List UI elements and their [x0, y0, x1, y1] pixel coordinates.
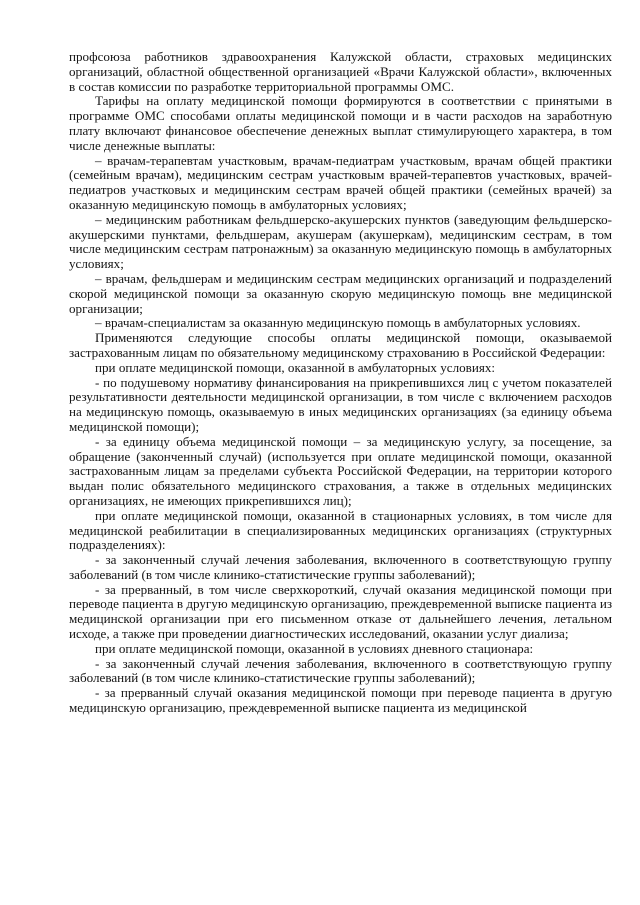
list-item-per-capita: - по подушевому нормативу финансирования на прикрепившихся лиц с учетом показателей результативности деятельности медицинской организации, в том числе с включением расходов на медицинскую помощь, оказываемую в иных медицинских организациях (за единицу объема медицинской помощи); — [69, 374, 612, 434]
list-item-feldsher-points: – медицинским работникам фельдшерско-акушерских пунктов (заведующим фельдшерско-акушерскими пунктами, фельдшерам, акушерам (акушеркам), медицинским сестрам, в том числе медицинским сестрам патронажным) за оказанную медицинскую помощь в амбулаторных условиях; — [69, 211, 612, 272]
paragraph-outpatient-heading: при оплате медицинской помощи, оказанной в амбулаторных условиях: — [95, 359, 496, 375]
list-item-per-unit: - за единицу объема медицинской помощи – за медицинскую услугу, за посещение, за обращение (законченный случай) (используется при оплате медицинской помощи, оказанной застрахованным лицам за пределами субъекта Российской Федерации, на территории которого выдан полис обязательного медицинского страхования, а также в отдельных медицинских организациях, не имеющих прикрепившихся лиц); — [69, 433, 612, 508]
list-item-inpatient-interrupted-case: - за прерванный, в том числе сверхкороткий, случай оказания медицинской помощи при переводе пациента в другую медицинскую организацию, преждевременной выписке пациента из медицинской организации при его письменном отказе от дальнейшего лечения, летальном исходе, а также при проведении диагностических исследований, оказании услуг диализа; — [69, 581, 612, 642]
paragraph-day-hospital-heading: при оплате медицинской помощи, оказанной в условиях дневного стационара: — [95, 640, 534, 656]
list-item-therapists: – врачам-терапевтам участковым, врачам-педиатрам участковым, врачам общей практики (семейным врачам), медицинским сестрам участковым врачей-терапевтов участковых, врачей-педиатров участковых и медицинским сестрам врачей общей практики (семейных врачей) за оказанную медицинскую помощь в амбулаторных условиях; — [69, 152, 612, 212]
list-item-inpatient-completed-case: - за законченный случай лечения заболевания, включенного в соответствующую группу заболеваний (в том числе клинико-статистические группы заболеваний); — [69, 552, 612, 582]
paragraph-tariffs: Тарифы на оплату медицинской помощи формируются в соответствии с принятыми в программе ОМС способами оплаты медицинской помощи и в части расходов на заработную плату включают финансовое обеспечение денежных выплат стимулирующего характера, в том числе денежные выплаты: — [69, 93, 612, 153]
list-item-day-hospital-interrupted-case: - за прерванный случай оказания медицинской помощи при переводе пациента в другую медицинскую организацию, преждевременной выписке пациента из медицинской — [69, 685, 612, 716]
paragraph-payment-methods: Применяются следующие способы оплаты медицинской помощи, оказываемой застрахованным лицам по обязательному медицинскому страхованию в Российской Федерации: — [69, 330, 612, 360]
list-item-specialists: – врачам-специалистам за оказанную медицинскую помощь в амбулаторных условиях. — [95, 315, 581, 331]
paragraph-inpatient-heading: при оплате медицинской помощи, оказанной в стационарных условиях, в том числе для медицинской реабилитации в специализированных медицинских организациях (структурных подразделениях): — [69, 507, 612, 553]
paragraph-continuation: профсоюза работников здравоохранения Калужской области, страховых медицинских организаций, областной общественной организацией «Врачи Калужской области», включенных в состав комиссии по разработке территориальной программы ОМС. — [69, 49, 612, 94]
list-item-day-hospital-completed-case: - за законченный случай лечения заболевания, включенного в соответствующую группу заболеваний (в том числе клинико-статистические группы заболеваний); — [69, 655, 612, 686]
list-item-emergency: – врачам, фельдшерам и медицинским сестрам медицинских организаций и подразделений скорой медицинской помощи за оказанную скорую медицинскую помощь вне медицинской организации; — [69, 270, 612, 316]
